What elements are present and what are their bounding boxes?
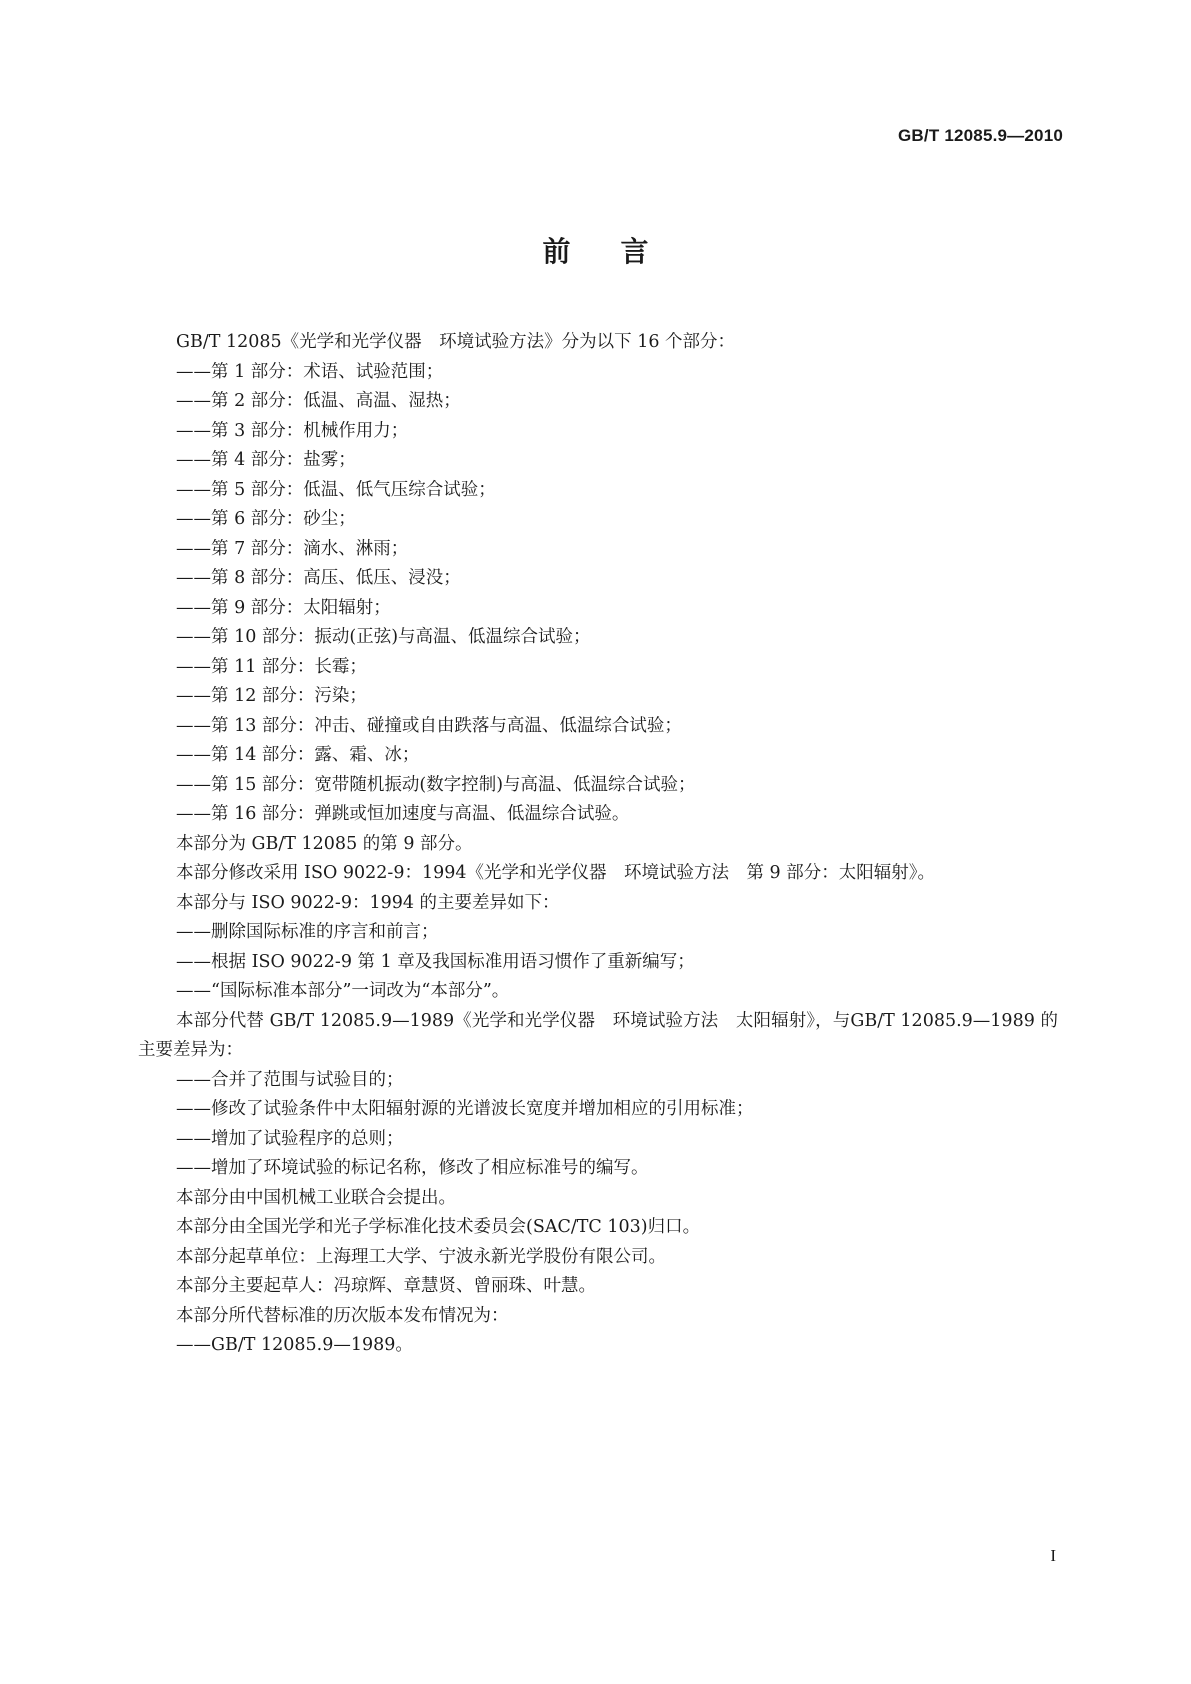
list-item-iso-diff-1: ——删除国际标准的序言和前言；: [176, 922, 439, 942]
list-item-part-1: ——第 1 部分：术语、试验范围；: [176, 361, 444, 382]
list-item-part-11: ——第 11 部分：长霉；: [176, 656, 367, 677]
list-item-iso-diff-2: ——根据 ISO 9022-9 第 1 章及我国标准用语习惯作了重新编写；: [176, 951, 695, 972]
list-item-change-3: ——增加了试验程序的总则；: [176, 1128, 404, 1149]
paragraph-history: 本部分所代替标准的历次版本发布情况为：: [176, 1305, 509, 1326]
page-number: I: [1050, 1546, 1056, 1565]
list-item-iso-diff-3: ——“国际标准本部分”一词改为“本部分”。: [176, 981, 510, 1001]
list-item-part-16: ——第 16 部分：弹跳或恒加速度与高温、低温综合试验。: [176, 804, 630, 824]
list-item-history-1: ——GB/T 12085.9—1989。: [176, 1335, 413, 1355]
list-item-change-2: ——修改了试验条件中太阳辐射源的光谱波长宽度并增加相应的引用标准；: [176, 1099, 754, 1119]
list-item-part-8: ——第 8 部分：高压、低压、浸没；: [176, 568, 461, 588]
list-item-part-6: ——第 6 部分：砂尘；: [176, 509, 356, 529]
paragraph-iso-adoption: 本部分修改采用 ISO 9022-9：1994《光学和光学仪器 环境试验方法 第 9 部分：太阳辐射》。: [176, 863, 936, 883]
foreword-body: [138, 328, 1058, 1361]
paragraph-iso-differences: 本部分与 ISO 9022-9：1994 的主要差异如下：: [176, 892, 560, 913]
list-item-change-1: ——合并了范围与试验目的；: [176, 1069, 404, 1090]
list-item-part-12: ——第 12 部分：污染；: [176, 686, 367, 706]
paragraph-proposed-by: 本部分由中国机械工业联合会提出。: [176, 1187, 456, 1208]
paragraph-replaces: 本部分代替 GB/T 12085.9—1989《光学和光学仪器 环境试验方法 太阳辐射》，与GB/T 12085.9—1989 的主要差异为：: [138, 1010, 1058, 1060]
list-item-part-3: ——第 3 部分：机械作用力；: [176, 420, 409, 441]
standard-code: GB/T 12085.9—2010: [898, 126, 1063, 145]
list-item-part-15: ——第 15 部分：宽带随机振动(数字控制)与高温、低温综合试验；: [176, 774, 696, 795]
paragraph-part-statement: 本部分为 GB/T 12085 的第 9 部分。: [176, 833, 473, 854]
page-title: 前言: [542, 235, 699, 268]
list-item-part-14: ——第 14 部分：露、霜、冰；: [176, 745, 420, 765]
list-item-part-7: ——第 7 部分：滴水、淋雨；: [176, 538, 409, 559]
list-item-part-2: ——第 2 部分：低温、高温、湿热；: [176, 391, 461, 411]
paragraph-intro: GB/T 12085《光学和光学仪器 环境试验方法》分为以下 16 个部分：: [176, 332, 736, 352]
list-item-part-10: ——第 10 部分：振动(正弦)与高温、低温综合试验；: [176, 627, 591, 647]
list-item-part-4: ——第 4 部分：盐雾；: [176, 450, 356, 470]
list-item-part-5: ——第 5 部分：低温、低气压综合试验；: [176, 479, 496, 500]
paragraph-drafters: 本部分主要起草人：冯琼辉、章慧贤、曾丽珠、叶慧。: [176, 1276, 596, 1296]
list-item-part-13: ——第 13 部分：冲击、碰撞或自由跌落与高温、低温综合试验；: [176, 715, 682, 736]
paragraph-centralized-by: 本部分由全国光学和光子学标准化技术委员会(SAC/TC 103)归口。: [176, 1217, 701, 1237]
list-item-part-9: ——第 9 部分：太阳辐射；: [176, 597, 391, 618]
list-item-change-4: ——增加了环境试验的标记名称，修改了相应标准号的编写。: [176, 1158, 649, 1178]
paragraph-drafting-units: 本部分起草单位：上海理工大学、宁波永新光学股份有限公司。: [176, 1246, 666, 1267]
